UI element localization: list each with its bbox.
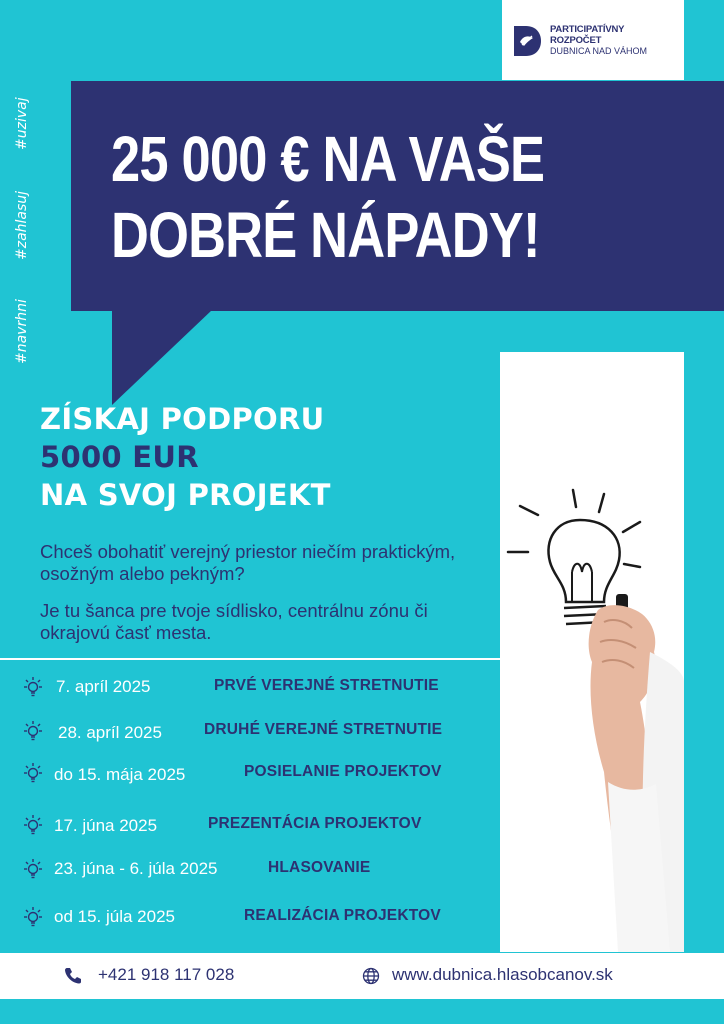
lightbulb-icon bbox=[20, 813, 46, 839]
description-1: Chceš obohatiť verejný priestor niečím praktickým, osožným alebo pekným? bbox=[40, 541, 456, 584]
timeline-date: 7. apríl 2025 bbox=[56, 677, 151, 696]
timeline-item bbox=[20, 857, 500, 883]
logo-box bbox=[502, 0, 684, 80]
timeline-label: HLASOVANIE bbox=[268, 859, 371, 876]
logo-line-3: DUBNICA NAD VÁHOM bbox=[550, 46, 648, 56]
website-link[interactable]: www.dubnica.hlasobcanov.sk bbox=[392, 965, 613, 984]
hashtag-uzivaj: #uzivaj bbox=[14, 97, 30, 150]
timeline-label: PREZENTÁCIA PROJEKTOV bbox=[208, 815, 422, 832]
timeline-label: REALIZÁCIA PROJEKTOV bbox=[244, 907, 441, 924]
hand-drawing-lightbulb-icon bbox=[500, 352, 684, 952]
headline-bubble bbox=[71, 81, 724, 311]
phone-number[interactable]: +421 918 117 028 bbox=[98, 965, 235, 984]
headline-line-2: DOBRÉ NÁPADY! bbox=[111, 199, 540, 271]
support-amount: 5000 EUR bbox=[40, 440, 199, 474]
lightbulb-icon bbox=[20, 761, 46, 787]
timeline-item bbox=[20, 719, 500, 745]
headline bbox=[111, 121, 544, 273]
logo-d-icon bbox=[512, 24, 542, 58]
timeline-label: DRUHÉ VEREJNÉ STRETNUTIE bbox=[204, 721, 443, 738]
timeline-label: POSIELANIE PROJEKTOV bbox=[244, 763, 442, 780]
lightbulb-icon bbox=[20, 719, 46, 745]
timeline-date: 17. júna 2025 bbox=[54, 816, 158, 835]
phone-icon bbox=[64, 966, 82, 984]
timeline-date: 28. apríl 2025 bbox=[58, 723, 162, 742]
lightbulb-icon bbox=[20, 675, 46, 701]
lightbulb-icon bbox=[20, 857, 46, 883]
logo-text bbox=[550, 24, 647, 57]
logo-line-2: ROZPOČET bbox=[550, 35, 602, 46]
timeline-item bbox=[20, 761, 500, 787]
hashtag-zahlasuj: #zahlasuj bbox=[14, 190, 30, 260]
support-line-3: NA SVOJ PROJEKT bbox=[40, 478, 331, 512]
support-line-1: ZÍSKAJ PODPORU bbox=[40, 402, 325, 436]
description-2: Je tu šanca pre tvoje sídlisko, centrálnu zónu či okrajovú časť mesta. bbox=[40, 600, 428, 643]
globe-icon bbox=[362, 967, 380, 985]
support-heading bbox=[40, 400, 331, 514]
photo-strip bbox=[500, 352, 684, 952]
lightbulb-icon bbox=[20, 905, 46, 931]
divider bbox=[0, 658, 500, 660]
timeline-date: 23. júna - 6. júla 2025 bbox=[54, 859, 218, 878]
bubble-tail bbox=[112, 310, 212, 405]
hashtags bbox=[14, 84, 54, 374]
timeline-item bbox=[20, 905, 500, 931]
headline-line-1: 25 000 € NA VAŠE bbox=[111, 123, 545, 195]
logo-line-1: PARTICIPATÍVNY bbox=[550, 24, 625, 35]
footer bbox=[0, 953, 724, 999]
timeline-date: od 15. júla 2025 bbox=[54, 907, 175, 926]
timeline-item bbox=[20, 675, 500, 701]
timeline-date: do 15. mája 2025 bbox=[54, 765, 186, 784]
hashtag-navrhni: #navrhni bbox=[14, 299, 30, 364]
timeline-label: PRVÉ VEREJNÉ STRETNUTIE bbox=[214, 677, 439, 694]
timeline-item bbox=[20, 813, 500, 839]
